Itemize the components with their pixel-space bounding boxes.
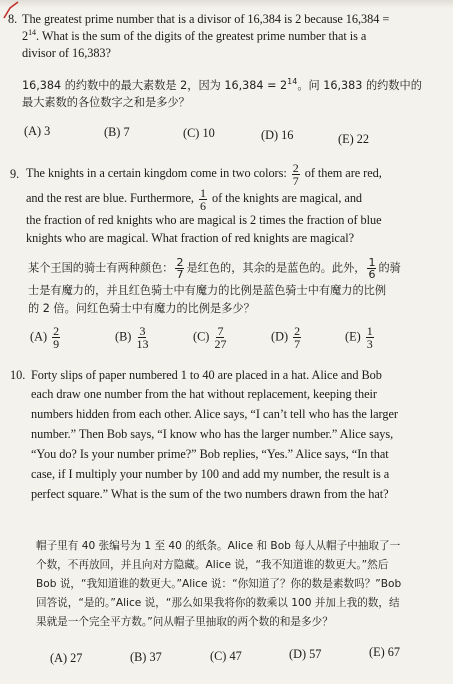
question-9-zh-line-3: 的 2 倍。问红色骑士中有魔力的比例是多少？ xyxy=(28,302,255,315)
option-fraction: $\frac{7}{27}$ xyxy=(214,324,227,351)
option-9e[interactable] xyxy=(345,325,376,350)
option-value: 3 xyxy=(44,124,51,138)
option-label: (D) xyxy=(261,128,279,142)
option-10a[interactable] xyxy=(50,651,82,666)
option-value: 67 xyxy=(387,645,401,659)
question-10-line-3: numbers hidden from each other. Alice says, “I can’t tell who has the larger xyxy=(31,407,398,421)
question-9-zh-text-a: 某个王国的骑士有两种颜色： xyxy=(28,261,174,275)
question-8-exponent: 14 xyxy=(28,28,37,37)
question-8-line-2: $2^{14}$. What is the sum of the digits of the greatest prime number that is a xyxy=(22,28,367,43)
question-9-text-a: The knights in a certain kingdom come in two colors: xyxy=(26,166,287,180)
question-8-line-1: The greatest prime number that is a divisor of 16,384 is 2 because 16,384 = xyxy=(22,12,390,26)
option-label: (B) xyxy=(104,125,121,139)
zh-fraction-two-sevenths: $\frac{2}{7}$ xyxy=(176,256,184,281)
option-9c[interactable] xyxy=(193,325,228,350)
option-9b[interactable] xyxy=(115,325,150,350)
option-fraction: $\frac{2}{7}$ xyxy=(294,324,301,351)
question-8-zh-line-2: 最大素数的各位数字之和是多少？ xyxy=(22,96,190,109)
question-10-zh-line-1: 帽子里有 40 张编号为 1 至 40 的纸条。Alice 和 Bob 每人从帽子中抽取了一 xyxy=(36,540,401,552)
question-8-zh-text-b: 。问 16,383 的约数中的 xyxy=(297,79,422,92)
question-8-line-3: divisor of 16,383? xyxy=(22,46,111,60)
question-10-line-6: case, if I multiply your number by 100 and add my number, the result is a xyxy=(31,467,390,481)
question-10-line-5: “You do? Is your number prime?” Bob replies, “Yes.” Alice says, “In that xyxy=(31,447,389,461)
option-label: (A) xyxy=(24,124,42,138)
option-label: (D) xyxy=(271,329,289,344)
option-label: (C) xyxy=(210,649,227,663)
option-label: (E) xyxy=(369,645,385,659)
question-9-line-3: the fraction of red knights who are magical is 2 times the fraction of blue xyxy=(26,213,382,227)
option-label: (E) xyxy=(345,329,361,344)
option-value: 10 xyxy=(202,126,215,140)
question-9-text-d: of the knights are magical, and xyxy=(211,191,363,205)
question-9-line-2 xyxy=(26,185,362,212)
question-10-line-4: number.” Then Bob says, “I know who has the larger number.” Alice says, xyxy=(31,427,394,441)
option-label: (C) xyxy=(193,329,210,344)
question-9-zh-line-2: 士是有魔力的，并且红色骑士中有魔力的比例是蓝色骑士中有魔力的比例 xyxy=(28,284,387,297)
option-fraction: $\frac{2}{9}$ xyxy=(53,324,60,351)
option-10e[interactable] xyxy=(369,645,400,660)
question-10-zh-line-2: 个数，不再放回，并且向对方隐藏。Alice 说，“我不知道谁的数更大。”然后 xyxy=(36,559,389,571)
option-label: (C) xyxy=(183,126,200,140)
question-8-line-2-text: What is the sum of the digits of the greatest prime number that is a xyxy=(41,29,367,43)
question-9-number: 9. xyxy=(10,167,20,181)
fraction-two-sevenths: $\frac{2}{7}$ xyxy=(292,160,299,188)
question-8-zh-exponent: 14 xyxy=(287,77,298,86)
question-10-zh-line-3: Bob 说，“我知道谁的数更大。”Alice 说：“你知道了？你的数是素数吗？”Bob xyxy=(36,578,402,590)
zh-fraction-one-sixth: $\frac{1}{6}$ xyxy=(368,256,376,281)
question-8-number: 8. xyxy=(8,12,18,26)
option-value: 47 xyxy=(229,649,242,663)
question-9-text-b: of them are red, xyxy=(304,166,382,180)
question-9-line-4: knights who are magical. What fraction of red knights are magical? xyxy=(26,231,355,245)
option-9a[interactable] xyxy=(30,325,62,350)
question-9-line-1 xyxy=(26,160,382,187)
option-8b[interactable] xyxy=(104,125,130,140)
option-value: 57 xyxy=(309,647,322,661)
question-9-zh-text-c: 的骑 xyxy=(378,261,401,275)
option-label: (A) xyxy=(50,651,68,665)
option-fraction: $\frac{1}{3}$ xyxy=(366,324,373,351)
question-9-zh-text-b: 是红色的，其余的是蓝色的。此外， xyxy=(186,261,366,275)
option-10b[interactable] xyxy=(130,650,162,665)
option-value: 27 xyxy=(70,651,83,665)
question-8-zh-line-1 xyxy=(22,77,422,94)
option-value: 7 xyxy=(123,125,130,139)
page-top-shadow xyxy=(0,0,453,8)
option-10c[interactable] xyxy=(210,649,242,664)
fraction-one-sixth: $\frac{1}{6}$ xyxy=(199,185,206,213)
question-9-zh-line-1 xyxy=(28,257,401,280)
question-8-zh-text-a: 16,384 的约数中的最大素数是 2，因为 16,384 = 2 xyxy=(22,79,288,92)
question-10-line-2: each draw one number from the hat without replacement, keeping their xyxy=(31,387,377,401)
option-value: 22 xyxy=(356,132,370,146)
question-10-number: 10. xyxy=(10,368,26,382)
option-label: (D) xyxy=(289,647,307,661)
option-fraction: $\frac{3}{13}$ xyxy=(136,324,149,351)
option-8c[interactable] xyxy=(183,126,215,141)
option-label: (B) xyxy=(115,329,132,344)
question-10-zh-line-4: 回答说，“是的。”Alice 说，“那么如果我将你的数乘以 100 并加上我的数，结 xyxy=(36,597,400,609)
question-8-base: 2 xyxy=(22,29,29,43)
question-10-line-7: perfect square.” What is the sum of the two numbers drawn from the hat? xyxy=(31,487,389,501)
question-10-zh-line-5: 果就是一个完全平方数。”问从帽子里抽取的两个数的和是多少？ xyxy=(36,616,333,628)
option-label: (E) xyxy=(338,132,354,146)
option-10d[interactable] xyxy=(289,647,321,662)
option-label: (B) xyxy=(130,650,147,664)
option-value: 16 xyxy=(281,128,294,142)
option-9d[interactable] xyxy=(271,325,303,350)
option-label: (A) xyxy=(30,329,48,344)
question-10-line-1: Forty slips of paper numbered 1 to 40 are placed in a hat. Alice and Bob xyxy=(31,368,382,382)
option-8d[interactable] xyxy=(261,128,293,143)
option-8a[interactable] xyxy=(24,124,50,139)
option-8e[interactable] xyxy=(338,132,369,147)
question-9-text-c: and the rest are blue. Furthermore, xyxy=(26,191,194,205)
option-value: 37 xyxy=(149,650,162,664)
